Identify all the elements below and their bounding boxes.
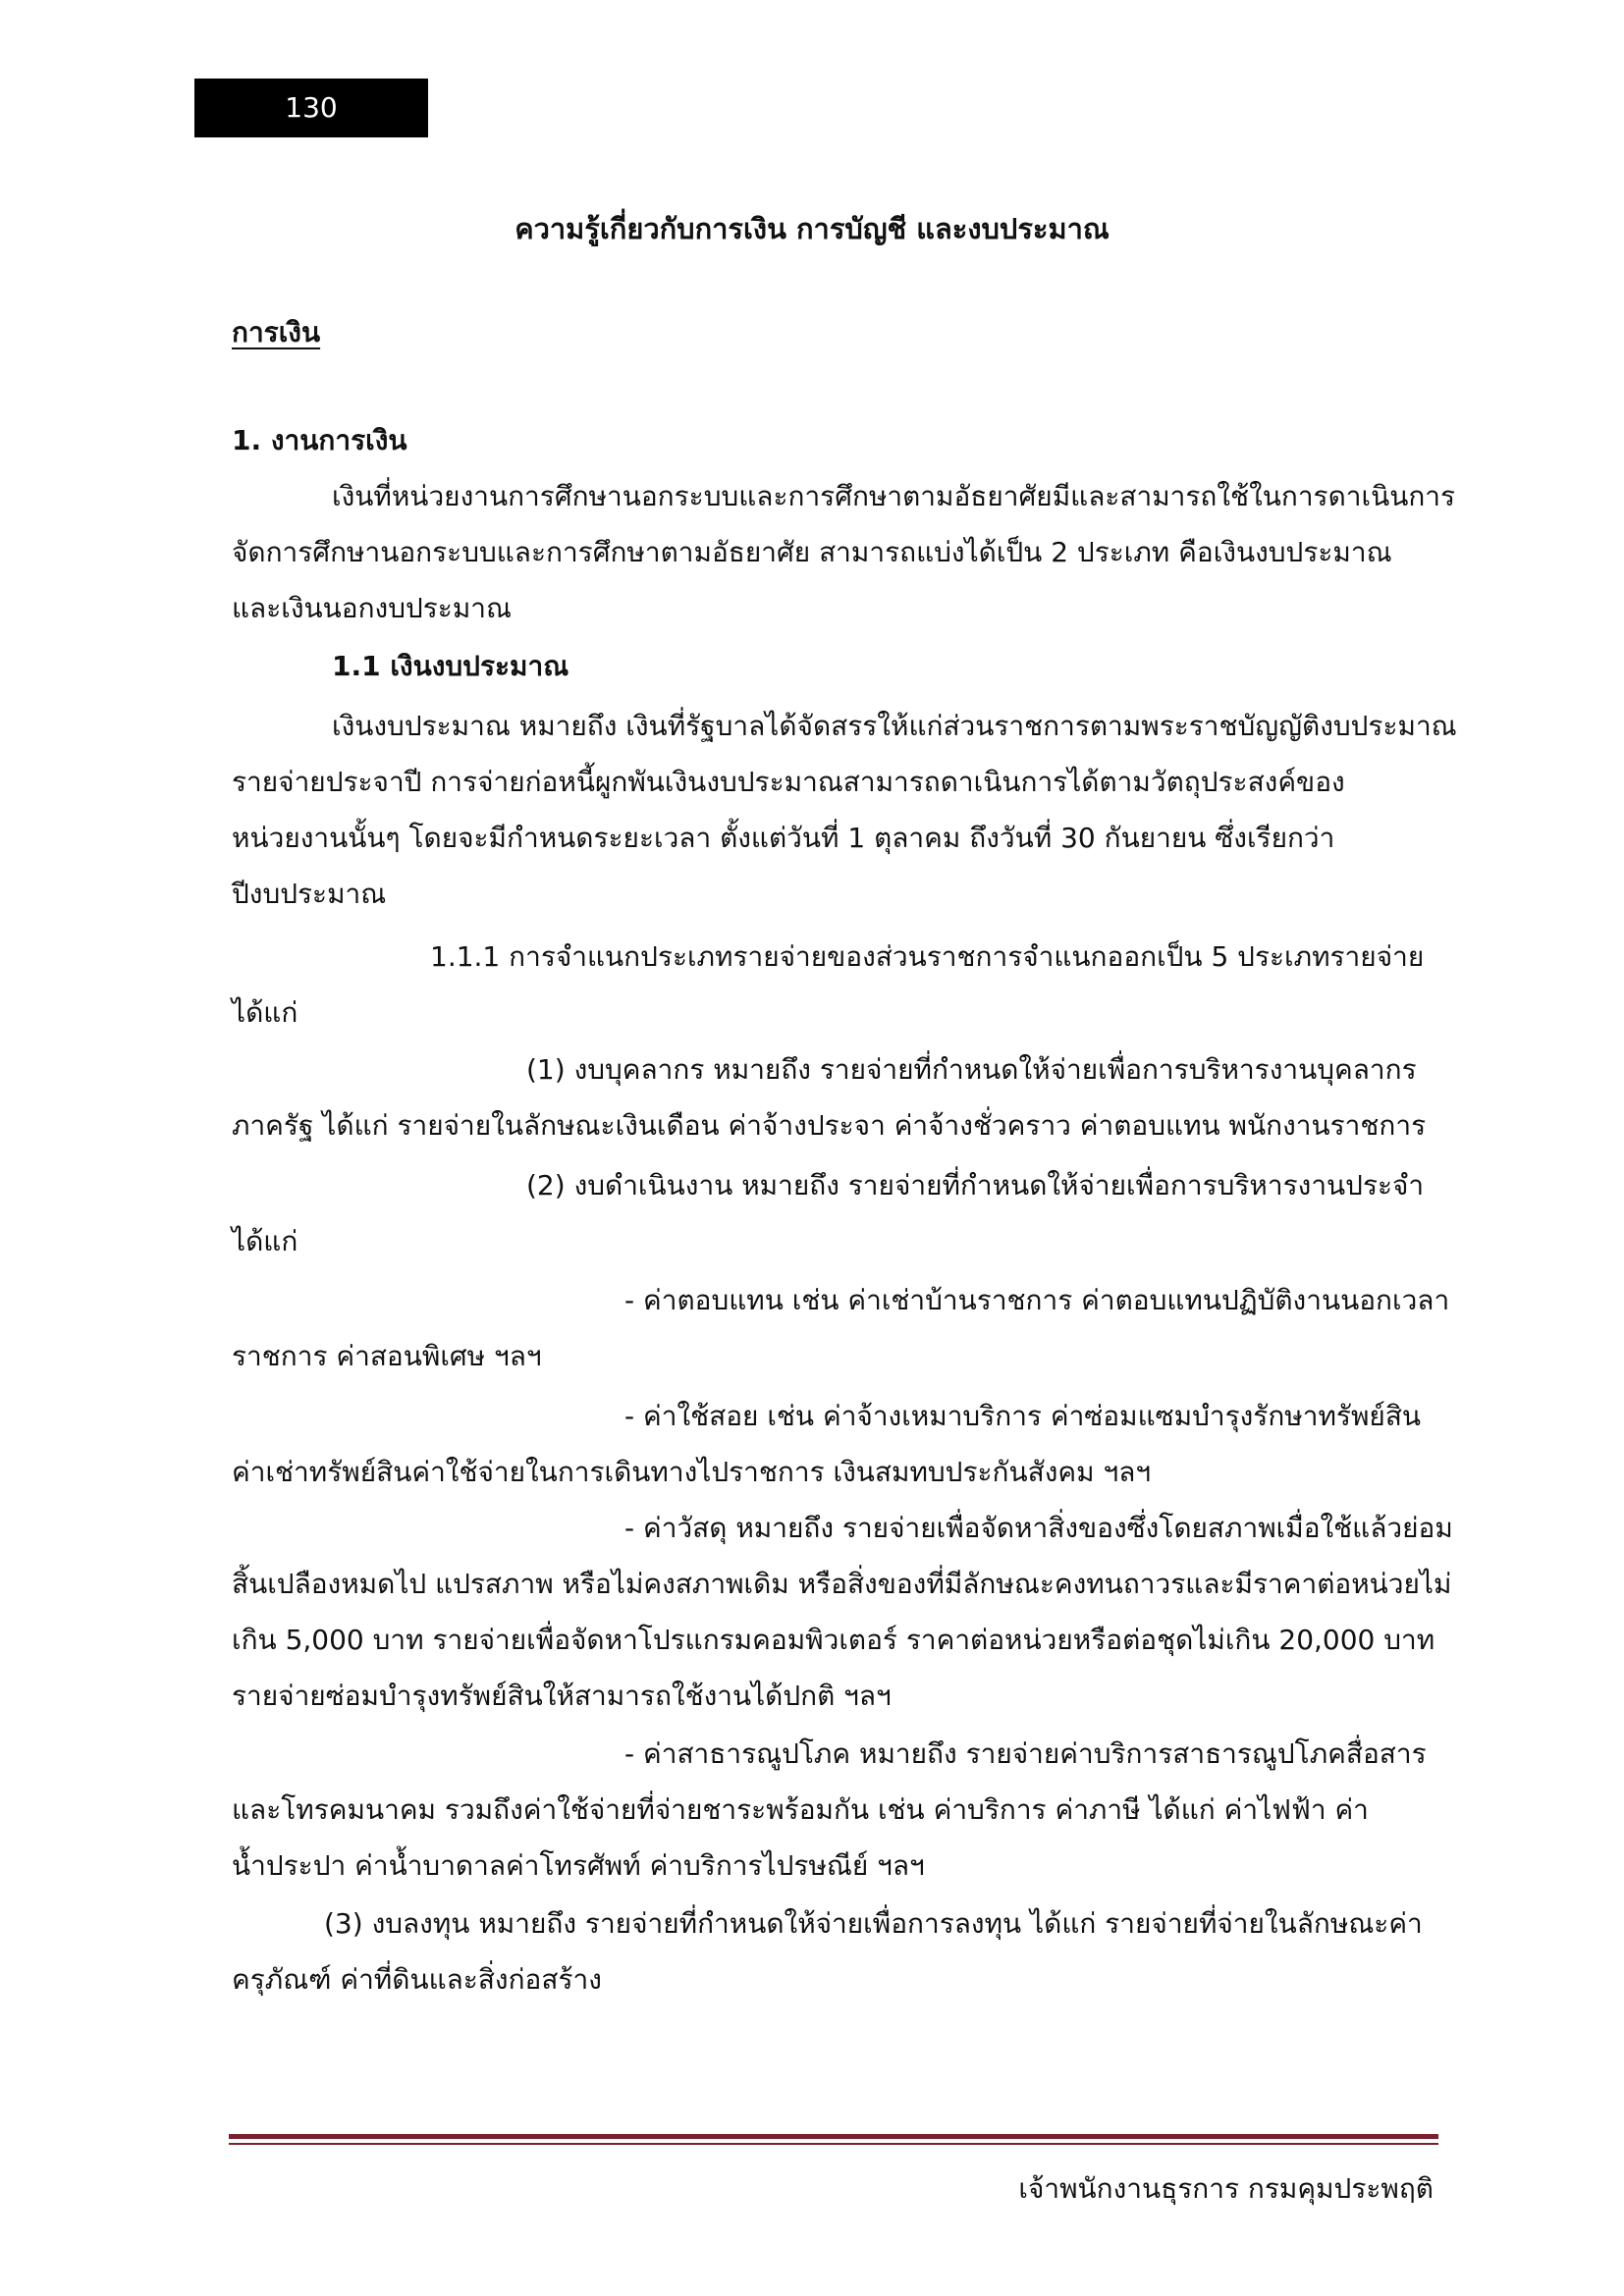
footer-text: เจ้าพนักงานธุรการ กรมคุมประพฤติ xyxy=(1018,2172,1434,2205)
paragraph-line: รายจ่ายซ่อมบำรุงทรัพย์สินให้สามารถใช้งานได้ปกติ ฯลฯ xyxy=(232,1680,892,1712)
paragraph-line: เงินที่หน่วยงานการศึกษานอกระบบและการศึกษาตามอัธยาศัยมีและสามารถใช้ในการดาเนินการ xyxy=(332,480,1456,512)
paragraph-line: - ค่าวัสดุ หมายถึง รายจ่ายเพื่อจัดหาสิ่งของซึ่งโดยสภาพเมื่อใช้แล้วย่อม xyxy=(624,1512,1453,1544)
footer-divider xyxy=(229,2134,1438,2139)
paragraph-line: น้ำประปา ค่าน้ำบาดาลค่าโทรศัพท์ ค่าบริการไปรษณีย์ ฯลฯ xyxy=(232,1849,925,1882)
paragraph-line: เกิน 5,000 บาท รายจ่ายเพื่อจัดหาโปรแกรมคอมพิวเตอร์ ราคาต่อหน่วยหรือต่อชุดไม่เกิน 20,000 บาท xyxy=(232,1624,1435,1656)
paragraph-line: และโทรคมนาคม รวมถึงค่าใช้จ่ายที่จ่ายชาระพร้อมกัน เช่น ค่าบริการ ค่าภาษี ได้แก่ ค่าไฟฟ้า ค่า xyxy=(232,1793,1369,1826)
footer-divider-thin xyxy=(229,2143,1438,2145)
paragraph-line: ค่าเช่าทรัพย์สินค่าใช้จ่ายในการเดินทางไปราชการ เงินสมทบประกันสังคม ฯลฯ xyxy=(232,1456,1152,1488)
paragraph-line: รายจ่ายประจาปี การจ่ายก่อหนี้ผูกพันเงินงบประมาณสามารถดาเนินการได้ตามวัตถุประสงค์ของ xyxy=(232,766,1345,798)
paragraph-line: เงินงบประมาณ หมายถึง เงินที่รัฐบาลได้จัดสรรให้แก่ส่วนราชการตามพระราชบัญญัติงบประมาณ xyxy=(332,710,1457,742)
paragraph-line: - ค่าใช้สอย เช่น ค่าจ้างเหมาบริการ ค่าซ่อมแซมบำรุงรักษาทรัพย์สิน xyxy=(624,1400,1422,1432)
paragraph-line: ครุภัณฑ์ ค่าที่ดินและสิ่งก่อสร้าง xyxy=(232,1963,602,1996)
paragraph-line: และเงินนอกงบประมาณ xyxy=(232,592,512,624)
heading-1-1: 1.1 เงินงบประมาณ xyxy=(332,650,569,682)
document-title: ความรู้เกี่ยวกับการเงิน การบัญชี และงบประมาณ xyxy=(514,212,1110,245)
paragraph-line: จัดการศึกษานอกระบบและการศึกษาตามอัธยาศัย สามารถแบ่งได้เป็น 2 ประเภท คือเงินงบประมาณ xyxy=(232,536,1392,568)
paragraph-line: ราชการ ค่าสอนพิเศษ ฯลฯ xyxy=(232,1340,542,1372)
paragraph-line: ได้แก่ xyxy=(232,1225,298,1257)
heading-1: 1. งานการเงิน xyxy=(232,424,407,456)
page-number: 130 xyxy=(194,79,428,137)
paragraph-line: (2) งบดำเนินงาน หมายถึง รายจ่ายที่กำหนดให้จ่ายเพื่อการบริหารงานประจำ xyxy=(526,1169,1425,1201)
paragraph-line: (1) งบบุคลากร หมายถึง รายจ่ายที่กำหนดให้จ่ายเพื่อการบริหารงานบุคลากร xyxy=(526,1053,1417,1086)
paragraph-line: หน่วยงานนั้นๆ โดยจะมีกำหนดระยะเวลา ตั้งแต่วันที่ 1 ตุลาคม ถึงวันที่ 30 กันยายน ซึ่งเรียกว่า xyxy=(232,822,1335,854)
paragraph-line: - ค่าตอบแทน เช่น ค่าเช่าบ้านราชการ ค่าตอบแทนปฏิบัติงานนอกเวลา xyxy=(624,1284,1450,1316)
paragraph-line: 1.1.1 การจำแนกประเภทรายจ่ายของส่วนราชการจำแนกออกเป็น 5 ประเภทรายจ่าย xyxy=(430,940,1425,973)
paragraph-line: ปีงบประมาณ xyxy=(232,878,387,910)
section-heading: การเงิน xyxy=(232,316,321,348)
paragraph-line: สิ้นเปลืองหมดไป แปรสภาพ หรือไม่คงสภาพเดิม หรือสิ่งของที่มีลักษณะคงทนถาวรและมีราคาต่อหน่วยไม่ xyxy=(232,1568,1452,1600)
paragraph-line: - ค่าสาธารณูปโภค หมายถึง รายจ่ายค่าบริการสาธารณูปโภคสื่อสาร xyxy=(624,1737,1427,1770)
paragraph-line: ภาครัฐ ได้แก่ รายจ่ายในลักษณะเงินเดือน ค่าจ้างประจา ค่าจ้างชั่วคราว ค่าตอบแทน พนักงานราชการ xyxy=(232,1109,1427,1142)
paragraph-line: ได้แก่ xyxy=(232,996,298,1029)
paragraph-line: (3) งบลงทุน หมายถึง รายจ่ายที่กำหนดให้จ่ายเพื่อการลงทุน ได้แก่ รายจ่ายที่จ่ายในลักษณะค่า xyxy=(324,1907,1423,1940)
